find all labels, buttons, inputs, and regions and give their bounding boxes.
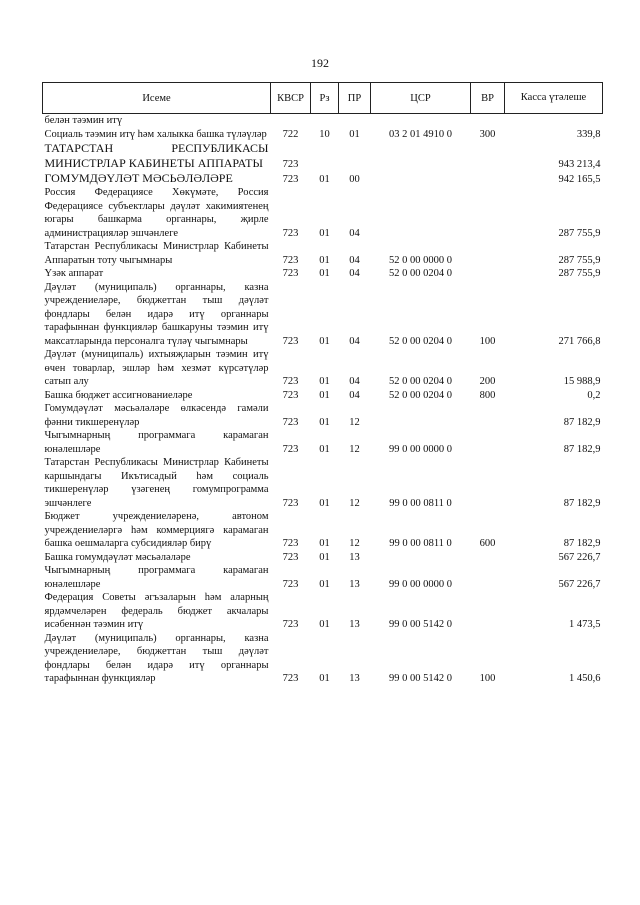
table-row [43, 564, 603, 591]
row-rz: 01 [319, 173, 330, 185]
table-row [43, 429, 603, 456]
row-pr: 04 [349, 268, 360, 279]
row-pr: 12 [349, 443, 360, 455]
row-rz: 01 [319, 254, 330, 266]
row-csr: 03 2 01 4910 0 [389, 128, 452, 140]
row-kvsr: 723 [282, 335, 299, 347]
row-kvsr: 723 [282, 416, 299, 428]
row-rz: 01 [319, 227, 330, 239]
row-kvsr: 723 [282, 158, 299, 170]
row-pr: 13 [349, 578, 360, 590]
table-row [43, 632, 603, 686]
row-amount: 87 182,9 [563, 497, 601, 509]
table-row [43, 128, 603, 142]
row-name: Башка гомумдәүләт мәсьәләләре [44, 551, 191, 563]
table-row [43, 171, 603, 186]
row-name: Федерация Советы әгъзаларын һәм аларның ярдәмчеләрен федераль бюджет акчалары исәбеннән тәэмин итү [44, 592, 269, 630]
row-name: Бюджет учреждениеләренә, автоном учреждениеләргә һәм коммерциягә карамаган башка оешмаларга субсидияләр бирү [44, 511, 269, 549]
row-csr: 52 0 00 0204 0 [389, 389, 452, 401]
row-pr: 12 [349, 538, 360, 549]
row-name: Үзәк аппарат [44, 268, 104, 279]
row-pr: 00 [349, 173, 360, 185]
row-vr [471, 456, 505, 510]
row-csr: 99 0 00 0000 0 [389, 443, 452, 455]
row-csr: 52 0 00 0204 0 [389, 376, 452, 387]
row-csr [371, 171, 471, 186]
row-kvsr: 723 [282, 673, 299, 684]
row-amount: 287 755,9 [558, 254, 601, 266]
row-vr: 300 [479, 128, 496, 140]
row-pr [339, 141, 371, 171]
row-csr: 99 0 00 0811 0 [389, 538, 452, 549]
row-pr: 04 [349, 389, 360, 401]
row-amount: 0,2 [587, 389, 601, 401]
row-amount [505, 114, 603, 128]
row-name: ГОМУМДӘҮЛӘТ МӘСЬӘЛӘЛӘРЕ [44, 171, 233, 185]
header-kassa: Касса үтәлеше [505, 83, 603, 114]
row-kvsr: 723 [282, 619, 299, 630]
row-vr [471, 402, 505, 429]
row-name: Социаль тәэмин итү һәм халыкка башка түләүләр [44, 128, 267, 140]
row-kvsr: 723 [282, 538, 299, 549]
row-csr: 52 0 00 0204 0 [389, 268, 452, 279]
row-pr: 13 [349, 619, 360, 630]
row-vr [471, 186, 505, 240]
row-rz: 01 [319, 619, 330, 630]
page-number: 192 [311, 56, 329, 70]
row-kvsr: 723 [282, 173, 299, 185]
row-name: Дәүләт (муниципаль) органнары, казна учреждениеләре, бюджеттан тыш дәүләт фондлары белән идарә итү органнары тарафыннан функцияләр [44, 632, 269, 684]
header-rz: Рз [311, 83, 339, 114]
row-pr: 01 [349, 128, 360, 140]
header-name: Исеме [43, 83, 271, 114]
row-name: Дәүләт (муниципаль) ихтыяҗларын тәэмин итү өчен товарлар, эшләр һәм хезмәт күрсәтүләр сатып алу [44, 349, 269, 387]
row-rz: 01 [319, 673, 330, 684]
row-rz: 01 [319, 268, 330, 279]
row-amount: 87 182,9 [563, 443, 601, 455]
row-kvsr: 723 [282, 443, 299, 455]
row-name: Чыгымнарның программага карамаган юнәлешләре [44, 430, 269, 455]
row-amount: 943 213,4 [558, 158, 601, 170]
row-vr [471, 591, 505, 632]
table-row [43, 114, 603, 128]
row-rz: 10 [319, 128, 330, 140]
row-csr [371, 186, 471, 240]
row-rz: 01 [319, 443, 330, 455]
row-rz: 01 [319, 335, 330, 347]
table-row [43, 551, 603, 565]
row-amount: 87 182,9 [563, 416, 601, 428]
row-amount: 942 165,5 [558, 173, 601, 185]
row-vr [471, 267, 505, 281]
row-amount: 271 766,8 [558, 335, 601, 347]
table-row [43, 591, 603, 632]
row-vr [471, 429, 505, 456]
row-csr [371, 114, 471, 128]
row-pr: 04 [349, 254, 360, 266]
table-row [43, 456, 603, 510]
row-amount: 1 450,6 [569, 673, 601, 684]
row-kvsr: 723 [282, 551, 299, 563]
table-header-row [43, 83, 603, 114]
row-vr: 200 [479, 376, 496, 387]
row-kvsr: 723 [282, 389, 299, 401]
row-pr: 12 [349, 497, 360, 509]
header-kvsr: КВСР [271, 83, 311, 114]
row-csr: 99 0 00 0811 0 [389, 497, 452, 509]
table-row [43, 348, 603, 389]
row-kvsr: 723 [282, 578, 299, 590]
row-csr: 52 0 00 0204 0 [389, 335, 452, 347]
row-amount: 339,8 [576, 128, 601, 140]
row-pr: 04 [349, 227, 360, 239]
table-row [43, 186, 603, 240]
row-vr [471, 551, 505, 565]
row-csr: 99 0 00 5142 0 [389, 673, 452, 684]
row-rz: 01 [319, 538, 330, 549]
row-kvsr: 723 [282, 227, 299, 239]
row-rz: 01 [319, 497, 330, 509]
row-vr [471, 240, 505, 267]
row-rz: 01 [319, 416, 330, 428]
row-pr: 13 [349, 673, 360, 684]
row-vr: 100 [479, 335, 496, 347]
table-row [43, 141, 603, 171]
row-pr [339, 114, 371, 128]
row-name: Башка бюджет ассигнованиеләре [44, 389, 193, 401]
row-kvsr: 723 [282, 268, 299, 279]
table-row [43, 267, 603, 281]
row-rz [311, 141, 339, 171]
row-csr [371, 402, 471, 429]
row-csr [371, 141, 471, 171]
row-amount: 15 988,9 [563, 376, 601, 387]
header-vr: ВР [471, 83, 505, 114]
row-name: Гомумдәүләт мәсьәләләре өлкәсендә гамәли фәнни тикшеренүләр [44, 403, 269, 428]
table-row [43, 389, 603, 403]
row-csr: 52 0 00 0000 0 [389, 254, 452, 266]
row-name: Татарстан Республикасы Министрлар Кабинеты Аппаратын тоту чыгымнары [44, 241, 269, 266]
row-kvsr: 722 [282, 128, 299, 140]
row-amount: 1 473,5 [569, 619, 601, 630]
row-name: Чыгымнарның программага карамаган юнәлешләре [44, 565, 269, 590]
budget-table [42, 82, 603, 686]
table-body [43, 114, 603, 686]
row-vr [471, 171, 505, 186]
row-vr: 800 [479, 389, 496, 401]
row-amount: 567 226,7 [558, 578, 601, 590]
row-pr: 12 [349, 416, 360, 428]
row-kvsr: 723 [282, 497, 299, 509]
row-vr [471, 114, 505, 128]
table-row [43, 402, 603, 429]
header-csr: ЦСР [371, 83, 471, 114]
row-rz: 01 [319, 551, 330, 563]
row-name: Россия Федерациясе Хөкүмәте, Россия Федерациясе субъектлары дәүләт хакимиятенең югары башкарма органнары, җирле администрацияләр эшчәнлеге [44, 187, 269, 239]
row-csr [371, 551, 471, 565]
row-name: белән тәэмин итү [44, 115, 123, 126]
row-pr: 13 [349, 551, 360, 563]
row-rz: 01 [319, 389, 330, 401]
row-kvsr: 723 [282, 376, 299, 387]
row-rz: 01 [319, 578, 330, 590]
table-row [43, 281, 603, 349]
row-rz: 01 [319, 376, 330, 387]
row-vr [471, 564, 505, 591]
row-name: Татарстан Республикасы Министрлар Кабинеты каршындагы Икътисадый һәм социаль тикшеренүләр үзәгенең гомумпрограмма эшчәнлеге [44, 457, 269, 509]
row-vr [471, 141, 505, 171]
row-vr: 600 [479, 538, 496, 549]
row-pr: 04 [349, 335, 360, 347]
header-pr: ПР [339, 83, 371, 114]
row-pr: 04 [349, 376, 360, 387]
row-kvsr [271, 114, 311, 128]
row-kvsr: 723 [282, 254, 299, 266]
table-row [43, 240, 603, 267]
row-amount: 567 226,7 [558, 551, 601, 563]
row-amount: 87 182,9 [563, 538, 601, 549]
row-name: Дәүләт (муниципаль) органнары, казна учреждениеләре, бюджеттан тыш дәүләт фондлары белән идарә итү органнары тарафыннан функцияләр башкаруны тәэмин итү максатларында персоналга түләү чыгымнары [44, 281, 269, 347]
table-row [43, 510, 603, 551]
row-csr: 99 0 00 0000 0 [389, 578, 452, 590]
row-vr: 100 [479, 673, 496, 684]
row-amount: 287 755,9 [558, 268, 601, 279]
row-amount: 287 755,9 [558, 227, 601, 239]
row-name: ТАТАРСТАН РЕСПУБЛИКАСЫ МИНИСТРЛАР КАБИНЕТЫ АППАРАТЫ [44, 141, 269, 170]
row-csr: 99 0 00 5142 0 [389, 619, 452, 630]
row-rz [311, 114, 339, 128]
